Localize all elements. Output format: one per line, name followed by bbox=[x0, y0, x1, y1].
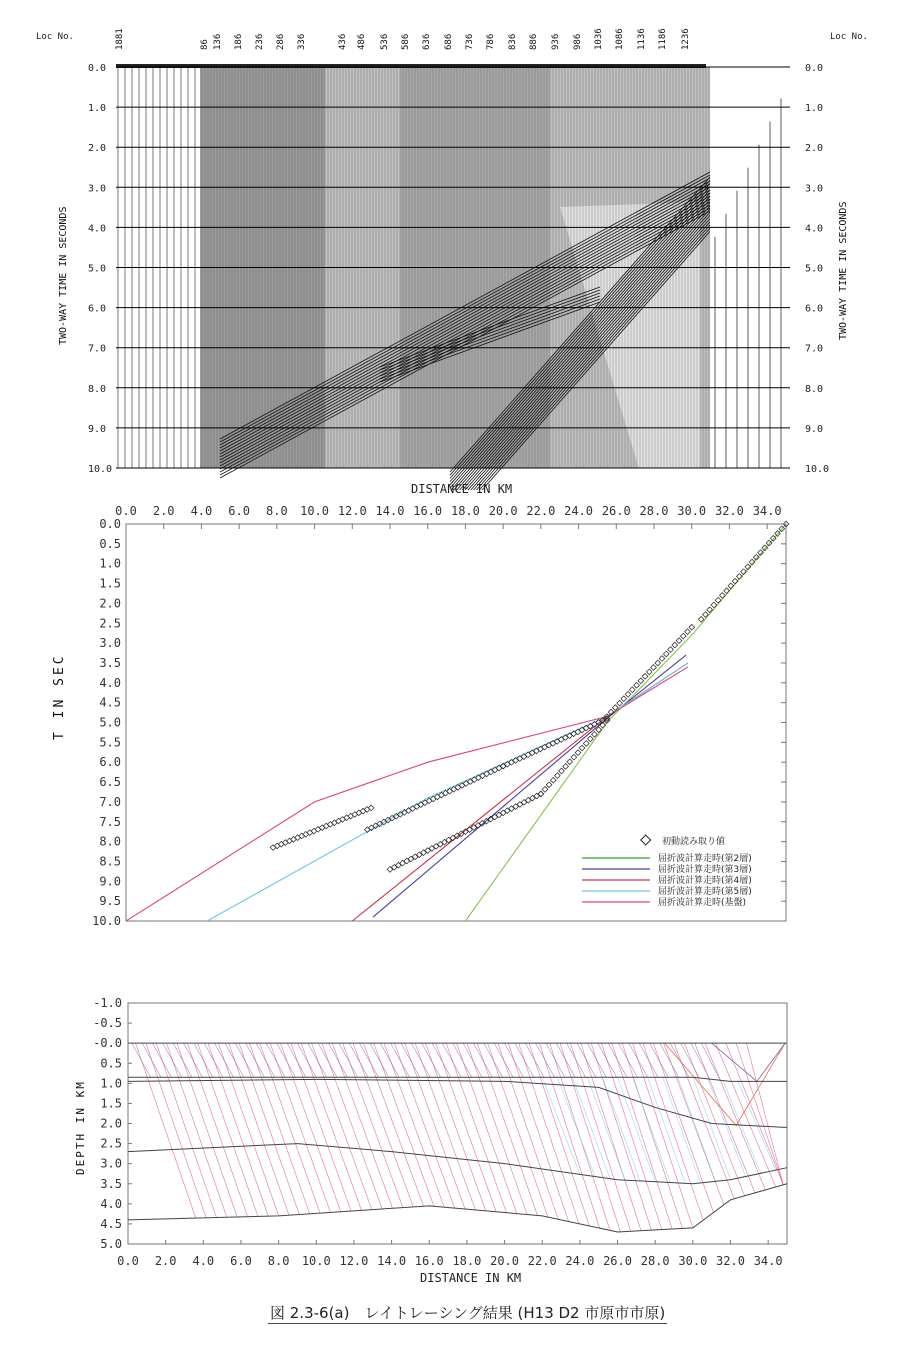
seismic-ytick-left: 8.0 bbox=[88, 383, 107, 395]
x-tick-label: 8.0 bbox=[266, 504, 288, 518]
ray-tracing-ylabel: DEPTH IN KM bbox=[74, 1080, 87, 1175]
loc-label-right: Loc No. bbox=[830, 32, 868, 42]
figure-caption: 図 2.3-6(a) レイトレーシング結果 (H13 D2 市原市市原) bbox=[270, 1304, 666, 1322]
observed-first-arrival bbox=[629, 687, 635, 693]
x-tick-label: 32.0 bbox=[716, 1254, 745, 1268]
ray-path bbox=[539, 1043, 599, 1228]
x-tick-label: 34.0 bbox=[752, 504, 782, 518]
ray-path bbox=[633, 1077, 671, 1182]
x-tick-label: 14.0 bbox=[375, 504, 405, 518]
observed-first-arrival bbox=[646, 669, 652, 675]
x-tick-label: 0.0 bbox=[115, 504, 137, 518]
ray-path bbox=[498, 1043, 558, 1219]
observed-first-arrival bbox=[421, 850, 427, 856]
seismic-ytick-left: 4.0 bbox=[88, 223, 107, 235]
x-tick-label: 26.0 bbox=[603, 1254, 632, 1268]
x-tick-label: 4.0 bbox=[190, 504, 213, 518]
observed-first-arrival bbox=[617, 700, 623, 706]
observed-first-arrival bbox=[467, 827, 473, 833]
observed-first-arrival bbox=[417, 852, 423, 858]
observed-first-arrival bbox=[534, 793, 540, 799]
observed-first-arrival bbox=[425, 848, 431, 854]
loc-number: 286 bbox=[276, 33, 286, 50]
x-tick-label: 34.0 bbox=[753, 1254, 783, 1268]
observed-first-arrival bbox=[583, 741, 589, 747]
loc-number: 736 bbox=[465, 33, 475, 50]
observed-first-arrival bbox=[588, 736, 594, 742]
seismic-ytick-right: 9.0 bbox=[805, 423, 824, 435]
x-tick-label: 26.0 bbox=[601, 504, 631, 518]
legend-label: 屈折波計算走時(基盤) bbox=[658, 898, 747, 908]
loc-number: 186 bbox=[234, 33, 244, 50]
ray-path bbox=[488, 1043, 548, 1217]
layer-boundary bbox=[128, 1184, 787, 1232]
y-tick-label: 9.0 bbox=[99, 874, 121, 889]
ray-tracing-xlabel: DISTANCE IN KM bbox=[420, 1271, 522, 1285]
observed-first-arrival bbox=[530, 795, 536, 801]
y-tick-label: 3.5 bbox=[100, 1176, 122, 1191]
observed-first-arrival bbox=[400, 860, 406, 866]
ray-path bbox=[477, 1043, 537, 1215]
observed-first-arrival bbox=[517, 802, 523, 808]
observed-first-arrival bbox=[521, 800, 527, 806]
x-tick-label: 2.0 bbox=[152, 504, 175, 518]
seismic-ytick-left: 10.0 bbox=[88, 464, 113, 475]
ray-path bbox=[705, 1043, 765, 1190]
seismic-ylabel-left: TWO-WAY TIME IN SECONDS bbox=[58, 206, 69, 345]
loc-number: 1036 bbox=[594, 28, 604, 50]
seismic-ytick-right: 2.0 bbox=[805, 143, 824, 155]
seismic-ytick-right: 3.0 bbox=[805, 183, 824, 195]
y-tick-label: -1.0 bbox=[93, 996, 122, 1010]
observed-first-arrival bbox=[550, 777, 556, 783]
seismic-ytick-right: 6.0 bbox=[805, 303, 824, 315]
ray-path bbox=[648, 1077, 686, 1183]
loc-number: 536 bbox=[380, 33, 390, 50]
ray-path bbox=[572, 1077, 610, 1178]
seismic-ytick-left: 0.0 bbox=[88, 63, 107, 74]
observed-first-arrival bbox=[571, 754, 577, 760]
seismic-ytick-right: 5.0 bbox=[805, 263, 824, 275]
seismic-ytick-right: 8.0 bbox=[805, 383, 824, 395]
observed-first-arrival bbox=[634, 682, 640, 688]
ray-path bbox=[693, 1077, 731, 1179]
y-tick-label: 6.0 bbox=[99, 755, 121, 770]
legend-label: 屈折波計算走時(第2層) bbox=[658, 854, 752, 864]
observed-first-arrival bbox=[672, 642, 678, 648]
x-tick-label: 20.0 bbox=[490, 1254, 520, 1268]
loc-number: 1186 bbox=[658, 28, 668, 50]
observed-first-arrival bbox=[567, 759, 573, 765]
seismic-ytick-left: 6.0 bbox=[88, 303, 107, 315]
y-tick-label: 5.0 bbox=[100, 1237, 122, 1251]
x-tick-label: 8.0 bbox=[267, 1254, 290, 1268]
observed-first-arrival bbox=[655, 660, 661, 666]
observed-first-arrival bbox=[505, 808, 511, 814]
observed-first-arrival bbox=[685, 629, 691, 635]
ray-path bbox=[557, 1077, 595, 1176]
x-tick-label: 28.0 bbox=[640, 1254, 670, 1268]
x-tick-label: 2.0 bbox=[154, 1254, 177, 1268]
y-tick-label: 4.5 bbox=[100, 1216, 122, 1231]
y-tick-label: 1.5 bbox=[100, 1096, 122, 1111]
observed-first-arrival bbox=[429, 846, 435, 852]
travel-time-ylabel: T IN SEC bbox=[52, 653, 67, 740]
observed-first-arrival bbox=[625, 691, 631, 697]
x-tick-label: 20.0 bbox=[488, 504, 518, 518]
loc-number: 886 bbox=[529, 33, 539, 50]
ray-path bbox=[701, 1043, 720, 1080]
observed-first-arrival bbox=[387, 867, 393, 873]
seismic-ylabel-right: TWO-WAY TIME IN SECONDS bbox=[838, 201, 849, 340]
y-tick-label: 0.5 bbox=[100, 1056, 122, 1071]
x-tick-label: 12.0 bbox=[339, 1254, 369, 1268]
loc-number: 836 bbox=[508, 33, 518, 50]
y-tick-label: 5.0 bbox=[99, 715, 121, 730]
y-tick-label: 2.0 bbox=[100, 1116, 122, 1131]
x-tick-label: 24.0 bbox=[565, 1254, 595, 1268]
loc-number: 636 bbox=[422, 33, 432, 50]
layer-boundary bbox=[128, 1144, 787, 1184]
observed-first-arrival bbox=[538, 791, 544, 797]
seismic-ytick-right: 7.0 bbox=[805, 343, 824, 355]
y-tick-label: 4.0 bbox=[99, 675, 121, 690]
y-tick-label: 0.0 bbox=[99, 517, 121, 531]
observed-first-arrival bbox=[496, 812, 502, 818]
observed-first-arrival bbox=[525, 797, 531, 803]
seismic-ytick-right: 0.0 bbox=[805, 63, 824, 74]
observed-first-arrival bbox=[689, 624, 695, 630]
observed-first-arrival bbox=[391, 864, 397, 870]
loc-number: 986 bbox=[573, 33, 583, 50]
observed-first-arrival bbox=[509, 806, 515, 812]
seismic-ytick-right: 1.0 bbox=[805, 103, 824, 115]
x-tick-label: 24.0 bbox=[564, 504, 594, 518]
seismic-ytick-right: 4.0 bbox=[805, 223, 824, 235]
seismic-xlabel: DISTANCE IN KM bbox=[411, 482, 513, 496]
y-tick-label: -0.0 bbox=[93, 1036, 122, 1051]
observed-first-arrival bbox=[404, 858, 410, 864]
ray-path bbox=[691, 1043, 710, 1079]
ray-path bbox=[467, 1043, 527, 1214]
ray-tracing-frame bbox=[128, 1003, 787, 1244]
y-tick-label: 2.5 bbox=[99, 616, 121, 631]
y-tick-label: 3.0 bbox=[100, 1156, 122, 1171]
y-tick-label: 7.5 bbox=[99, 814, 121, 829]
y-tick-label: 0.5 bbox=[99, 536, 121, 551]
x-tick-label: 30.0 bbox=[678, 1254, 708, 1268]
ray-path bbox=[446, 1043, 506, 1213]
loc-number: 236 bbox=[255, 33, 265, 50]
seismic-ytick-left: 9.0 bbox=[88, 423, 107, 435]
seismic-ytick-left: 2.0 bbox=[88, 143, 107, 155]
observed-first-arrival bbox=[579, 745, 585, 751]
seismic-ytick-right: 10.0 bbox=[805, 464, 830, 475]
x-tick-label: 0.0 bbox=[117, 1254, 139, 1268]
ray-path bbox=[436, 1043, 496, 1212]
x-tick-label: 32.0 bbox=[714, 504, 744, 518]
legend-label: 屈折波計算走時(第5層) bbox=[658, 887, 752, 897]
ray-path bbox=[618, 1077, 656, 1181]
travel-time-chart bbox=[0, 490, 899, 940]
observed-first-arrival bbox=[559, 768, 565, 774]
y-tick-label: 10.0 bbox=[92, 914, 121, 928]
seismic-ytick-left: 3.0 bbox=[88, 183, 107, 195]
ray-path bbox=[529, 1043, 589, 1226]
ray-path bbox=[508, 1043, 568, 1221]
observed-first-arrival bbox=[642, 674, 648, 680]
y-tick-label: 8.0 bbox=[99, 834, 121, 849]
x-tick-label: 18.0 bbox=[452, 1254, 482, 1268]
x-tick-label: 4.0 bbox=[192, 1254, 215, 1268]
x-tick-label: 12.0 bbox=[337, 504, 367, 518]
loc-number: 1881 bbox=[115, 28, 125, 50]
loc-number: 86 bbox=[200, 39, 210, 50]
y-tick-label: 1.0 bbox=[99, 556, 121, 571]
y-tick-label: 1.5 bbox=[99, 576, 121, 591]
seismic-record bbox=[0, 50, 899, 490]
x-tick-label: 16.0 bbox=[414, 1254, 444, 1268]
y-tick-label: 1.0 bbox=[100, 1076, 122, 1091]
legend-observed-label: 初動読み取り値 bbox=[662, 837, 726, 847]
ray-path bbox=[519, 1043, 579, 1224]
loc-number: 1236 bbox=[681, 28, 691, 50]
y-tick-label: 3.5 bbox=[99, 655, 121, 670]
loc-number: 786 bbox=[486, 33, 496, 50]
loc-number: 1136 bbox=[637, 28, 647, 50]
x-tick-label: 6.0 bbox=[230, 1254, 252, 1268]
x-tick-label: 22.0 bbox=[526, 504, 556, 518]
ray-path bbox=[457, 1043, 517, 1213]
observed-first-arrival bbox=[668, 647, 674, 653]
seismic-ytick-left: 7.0 bbox=[88, 343, 107, 355]
x-tick-label: 22.0 bbox=[527, 1254, 557, 1268]
x-tick-label: 6.0 bbox=[228, 504, 250, 518]
loc-number: 136 bbox=[213, 33, 223, 50]
y-tick-label: 7.0 bbox=[99, 794, 121, 809]
observed-first-arrival bbox=[555, 773, 561, 779]
y-tick-label: 3.0 bbox=[99, 636, 121, 651]
observed-first-arrival bbox=[538, 791, 544, 797]
observed-first-arrival bbox=[563, 764, 569, 770]
y-tick-label: 2.5 bbox=[100, 1136, 122, 1151]
ray-path bbox=[663, 1077, 701, 1183]
observed-first-arrival bbox=[500, 810, 506, 816]
legend-label: 屈折波計算走時(第3層) bbox=[658, 865, 752, 875]
ray-path bbox=[715, 1043, 775, 1187]
observed-first-arrival bbox=[724, 588, 730, 594]
observed-first-arrival bbox=[621, 696, 627, 702]
loc-number: 586 bbox=[401, 33, 411, 50]
observed-first-arrival bbox=[408, 856, 414, 862]
y-tick-label: 6.5 bbox=[99, 775, 121, 790]
observed-first-arrival bbox=[433, 844, 439, 850]
x-tick-label: 10.0 bbox=[301, 1254, 331, 1268]
loc-number: 436 bbox=[338, 33, 348, 50]
observed-first-arrival bbox=[396, 862, 402, 868]
y-tick-label: 9.5 bbox=[99, 894, 121, 909]
observed-first-arrival bbox=[663, 651, 669, 657]
loc-number: 336 bbox=[297, 33, 307, 50]
y-tick-label: 2.0 bbox=[99, 596, 121, 611]
x-tick-label: 14.0 bbox=[377, 1254, 407, 1268]
observed-first-arrival bbox=[651, 665, 657, 671]
observed-first-arrival bbox=[513, 804, 519, 810]
x-tick-label: 18.0 bbox=[450, 504, 480, 518]
observed-first-arrival bbox=[546, 782, 552, 788]
y-tick-label: 8.5 bbox=[99, 854, 121, 869]
observed-first-arrival bbox=[676, 638, 682, 644]
loc-number: 486 bbox=[357, 33, 367, 50]
y-tick-label: 4.0 bbox=[100, 1196, 122, 1211]
ray-path bbox=[665, 1043, 786, 1125]
observed-first-arrival bbox=[442, 839, 448, 845]
seismic-ytick-left: 5.0 bbox=[88, 263, 107, 275]
x-tick-label: 16.0 bbox=[413, 504, 443, 518]
observed-first-arrival bbox=[659, 656, 665, 662]
observed-first-arrival bbox=[638, 678, 644, 684]
y-tick-label: 5.5 bbox=[99, 735, 121, 750]
x-tick-label: 10.0 bbox=[300, 504, 330, 518]
loc-number: 686 bbox=[444, 33, 454, 50]
observed-first-arrival bbox=[542, 787, 548, 793]
ray-path bbox=[602, 1077, 640, 1181]
y-tick-label: -0.5 bbox=[93, 1016, 122, 1031]
observed-first-arrival bbox=[575, 750, 581, 756]
observed-first-arrival bbox=[680, 633, 686, 639]
seismic-ytick-left: 1.0 bbox=[88, 103, 107, 115]
ray-tracing-chart bbox=[0, 990, 899, 1290]
x-tick-label: 30.0 bbox=[677, 504, 707, 518]
loc-number: 936 bbox=[551, 33, 561, 50]
observed-first-arrival bbox=[437, 841, 443, 847]
legend-label: 屈折波計算走時(第4層) bbox=[658, 876, 752, 886]
y-tick-label: 4.5 bbox=[99, 695, 121, 710]
ray-path bbox=[587, 1077, 625, 1180]
observed-first-arrival bbox=[412, 854, 418, 860]
loc-number: 1086 bbox=[615, 28, 625, 50]
x-tick-label: 28.0 bbox=[639, 504, 669, 518]
loc-label-left: Loc No. bbox=[36, 32, 74, 42]
